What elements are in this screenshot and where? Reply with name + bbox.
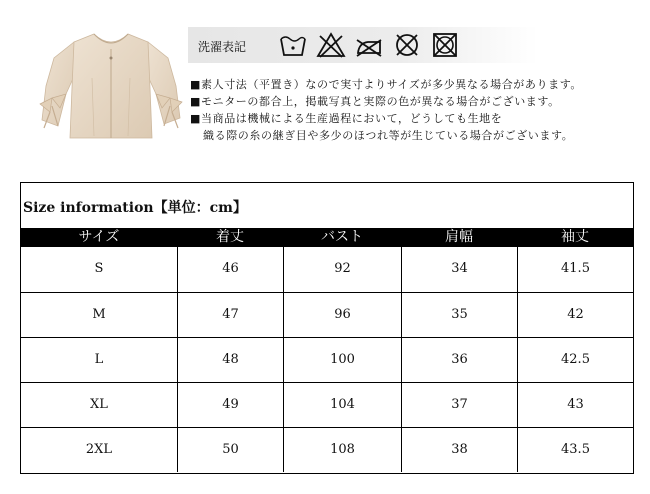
cell-sleeve: 42 [517, 293, 633, 337]
care-label-title: 洗濯表記 [198, 40, 247, 54]
table-row [21, 382, 633, 427]
care-label-banner [188, 27, 538, 63]
cell-length: 49 [177, 383, 283, 427]
size-table [20, 182, 634, 474]
size-table-body [21, 247, 633, 472]
size-table-title: Size information【単位：cm】 [23, 200, 247, 216]
cell-bust: 108 [283, 428, 401, 472]
size-table-header [21, 228, 633, 247]
note-monitor-color: ■モニターの都合上，掲載写真と実際の色が異なる場合がございます。 [190, 95, 560, 108]
iron-low-icon [354, 31, 384, 59]
note-production-cont: 織る際の糸の継ぎ目や多少のほつれ等が生じている場合がございます。 [203, 129, 574, 142]
cell-shoulder: 37 [401, 383, 517, 427]
table-row [21, 427, 633, 472]
wash-30-icon [278, 31, 308, 59]
cell-bust: 96 [283, 293, 401, 337]
cell-bust: 100 [283, 338, 401, 382]
cell-size: L [94, 352, 104, 367]
note-measurement: ■素人寸法（平置き）なので実寸よりサイズが多少異なる場合があります。 [190, 78, 583, 91]
cell-sleeve: 42.5 [517, 338, 633, 382]
cell-shoulder: 36 [401, 338, 517, 382]
no-tumble-dry-icon [430, 31, 460, 59]
table-row [21, 247, 633, 292]
cell-length: 50 [177, 428, 283, 472]
cell-size: 2XL [85, 442, 113, 457]
note-production: ■当商品は機械による生産過程において，どうしても生地を [190, 112, 503, 125]
cell-length: 48 [177, 338, 283, 382]
cell-length: 47 [177, 293, 283, 337]
cell-size: XL [90, 397, 108, 412]
cell-shoulder: 34 [401, 247, 517, 292]
table-row [21, 292, 633, 337]
cell-size: S [94, 261, 104, 276]
cell-bust: 92 [283, 247, 401, 292]
cell-shoulder: 38 [401, 428, 517, 472]
table-row [21, 337, 633, 382]
header-size: サイズ [78, 229, 120, 245]
header-bust: バスト [321, 229, 363, 245]
no-dry-clean-icon [392, 31, 422, 59]
cell-size: M [92, 307, 106, 322]
care-icons [278, 31, 460, 59]
jacket-image [36, 28, 186, 146]
cell-length: 46 [177, 247, 283, 292]
cell-sleeve: 41.5 [517, 247, 633, 292]
cell-sleeve: 43.5 [517, 428, 633, 472]
header-shoulder: 肩幅 [445, 229, 473, 245]
header-sleeve: 袖丈 [561, 229, 589, 245]
no-bleach-icon [316, 31, 346, 59]
cell-sleeve: 43 [517, 383, 633, 427]
cell-shoulder: 35 [401, 293, 517, 337]
product-notes [190, 76, 582, 144]
header-length: 着丈 [216, 229, 244, 245]
cell-bust: 104 [283, 383, 401, 427]
